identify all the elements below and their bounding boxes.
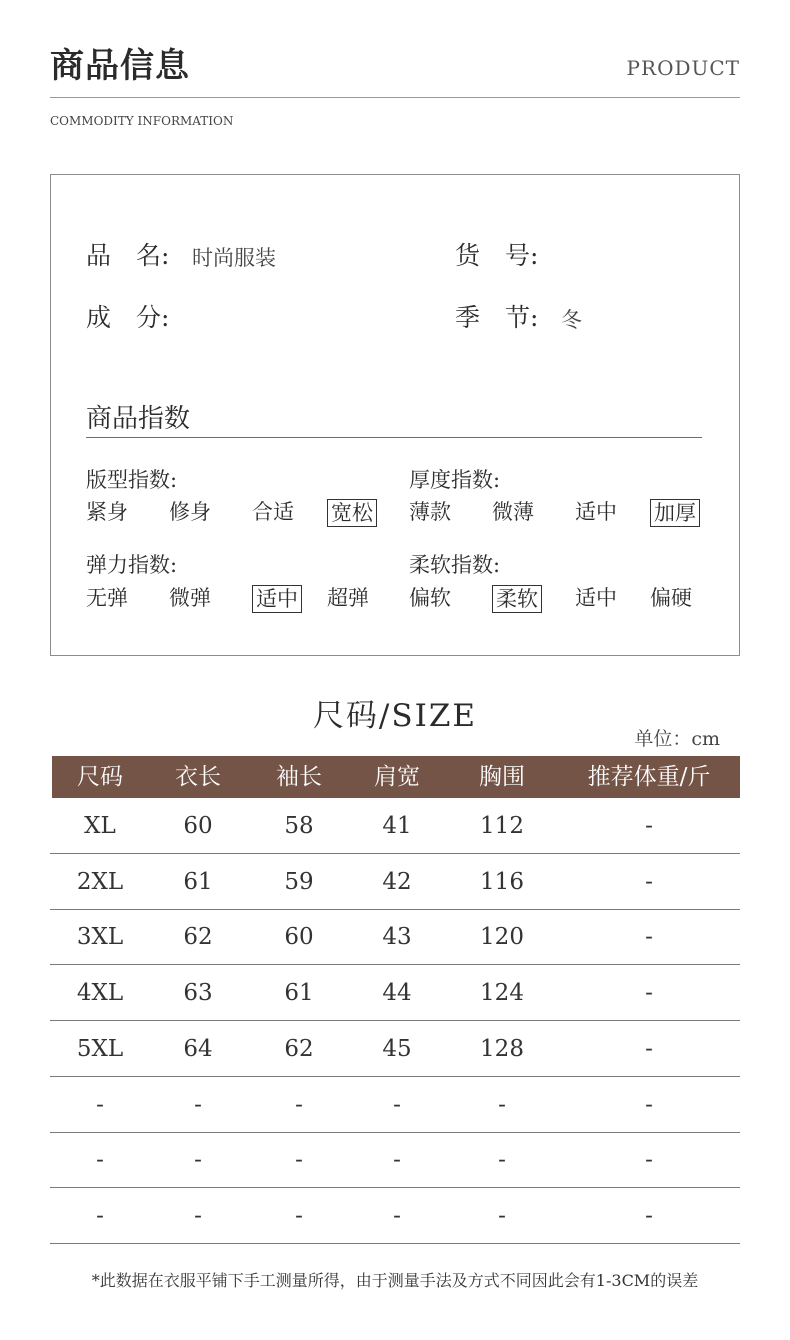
table-cell: 128: [480, 1035, 524, 1062]
table-cell: -: [645, 924, 653, 951]
product-label: PRODUCT: [626, 56, 740, 80]
code-label: 货 号:: [455, 241, 539, 270]
name-label: 品 名:: [86, 241, 170, 270]
table-cell: -: [498, 1202, 506, 1229]
table-header-cell: 袖长: [276, 764, 322, 790]
table-cell: 62: [284, 1035, 314, 1062]
table-cell: 60: [183, 813, 213, 839]
table-cell: 41: [382, 813, 412, 839]
table-cell: -: [194, 1202, 202, 1229]
table-row: [50, 1132, 740, 1188]
table-cell: -: [194, 1091, 202, 1118]
index-group-label: 柔软指数:: [409, 553, 501, 577]
index-group-label: 弹力指数:: [86, 553, 178, 577]
table-cell: -: [194, 1147, 202, 1174]
table-row: [50, 854, 740, 910]
index-option: 微薄: [492, 500, 534, 524]
table-cell: -: [645, 1091, 653, 1118]
table-cell: 59: [284, 868, 314, 895]
table-cell: -: [645, 1202, 653, 1229]
season-label: 季 节:: [455, 303, 539, 332]
table-cell: -: [645, 1035, 653, 1062]
name-value: 时尚服装: [192, 246, 276, 270]
index-group-label: 厚度指数:: [409, 468, 501, 492]
unit-label: 单位：cm: [634, 728, 720, 750]
index-option: 超弹: [327, 586, 369, 610]
table-cell: -: [96, 1147, 104, 1174]
table-cell: -: [645, 1147, 653, 1174]
table-cell: 4XL: [76, 980, 124, 1007]
table-cell: 112: [480, 813, 524, 839]
header-divider: [50, 97, 740, 98]
page-title: 商品信息: [50, 46, 190, 86]
table-row: [50, 798, 740, 854]
table-cell: -: [295, 1202, 303, 1229]
index-option: 适中: [575, 500, 617, 524]
table-cell: 116: [480, 868, 524, 895]
table-cell: 62: [183, 924, 213, 951]
table-row: [50, 1188, 740, 1244]
index-option: 微弹: [169, 586, 211, 610]
table-cell: 45: [382, 1035, 412, 1062]
table-cell: -: [645, 813, 653, 839]
table-cell: 42: [382, 868, 412, 895]
index-option: 合适: [252, 500, 294, 524]
index-option: 薄款: [409, 500, 451, 524]
material-label: 成 分:: [86, 303, 170, 332]
table-header-cell: 肩宽: [374, 764, 420, 790]
table-cell: 44: [382, 980, 412, 1007]
table-cell: 120: [480, 924, 524, 951]
table-cell: -: [393, 1202, 401, 1229]
index-section-title: 商品指数: [86, 404, 191, 434]
index-option: 紧身: [86, 500, 128, 524]
season-value: 冬: [561, 308, 582, 332]
index-option: 偏硬: [650, 586, 692, 610]
table-cell: 63: [183, 980, 213, 1007]
table-cell: XL: [84, 813, 116, 839]
table-cell: 61: [183, 868, 213, 895]
table-cell: 60: [284, 924, 314, 951]
table-header-cell: 衣长: [175, 764, 221, 790]
row-divider: [50, 1243, 740, 1244]
table-row: [50, 909, 740, 965]
table-cell: -: [295, 1147, 303, 1174]
table-cell: -: [498, 1147, 506, 1174]
table-cell: 43: [382, 924, 412, 951]
index-option: 适中: [575, 586, 617, 610]
table-cell: 124: [480, 980, 524, 1007]
table-cell: -: [498, 1091, 506, 1118]
table-cell: -: [645, 868, 653, 895]
measurement-note: *此数据在衣服平铺下手工测量所得，由于测量手法及方式不同因此会有1-3CM的误差: [91, 1271, 699, 1290]
size-table-header: [52, 756, 740, 798]
commodity-subtitle: COMMODITY INFORMATION: [50, 114, 234, 128]
table-cell: 5XL: [76, 1035, 124, 1062]
index-option: 偏软: [409, 586, 451, 610]
index-option-selected: 加厚: [650, 499, 700, 527]
table-row: [50, 1077, 740, 1133]
table-cell: 3XL: [76, 924, 124, 951]
index-option-selected: 适中: [252, 585, 302, 613]
table-cell: -: [295, 1091, 303, 1118]
table-cell: -: [96, 1091, 104, 1118]
size-title: 尺码/SIZE: [312, 698, 478, 734]
table-header-cell: 推荐体重/斤: [587, 764, 711, 790]
index-option: 修身: [169, 500, 211, 524]
index-option-selected: 宽松: [327, 499, 377, 527]
index-option-selected: 柔软: [492, 585, 542, 613]
table-cell: -: [393, 1091, 401, 1118]
index-group-label: 版型指数:: [86, 468, 178, 492]
table-cell: -: [96, 1202, 104, 1229]
index-divider: [86, 437, 702, 438]
table-cell: -: [393, 1147, 401, 1174]
table-cell: 61: [284, 980, 314, 1007]
table-cell: 64: [183, 1035, 213, 1062]
table-header-cell: 胸围: [479, 764, 525, 790]
table-cell: 58: [284, 813, 314, 839]
table-row: [50, 965, 740, 1021]
table-header-cell: 尺码: [77, 764, 123, 790]
table-cell: 2XL: [76, 868, 124, 895]
table-row: [50, 1021, 740, 1077]
table-cell: -: [645, 980, 653, 1007]
index-option: 无弹: [86, 586, 128, 610]
